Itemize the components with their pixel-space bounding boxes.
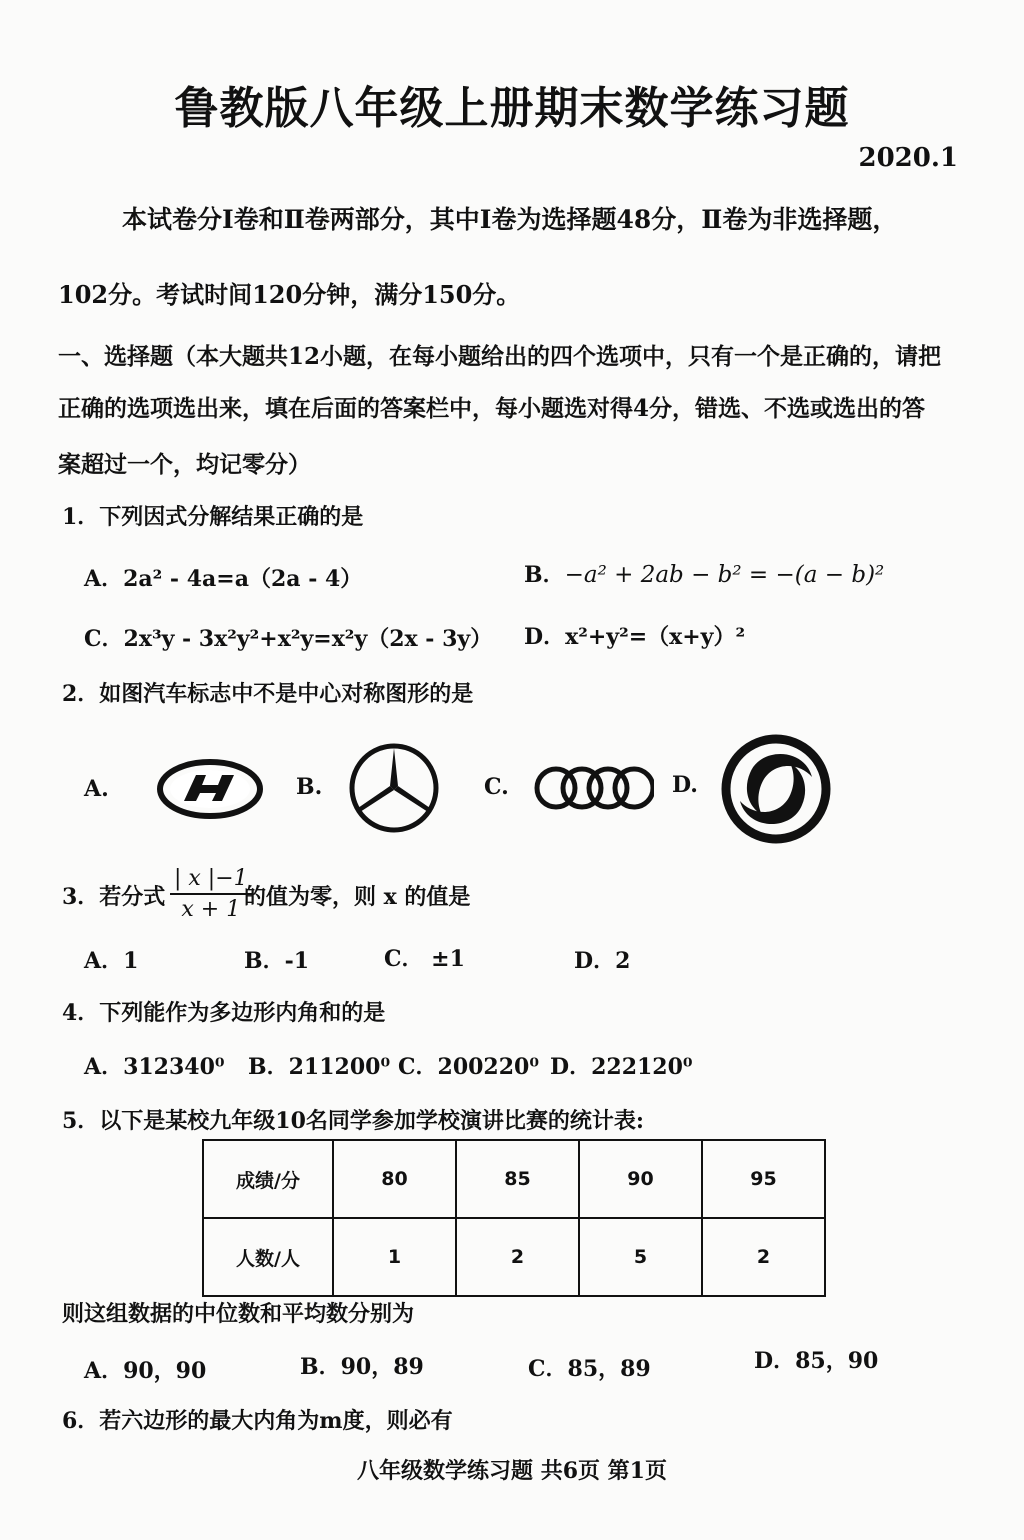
question-3-option-c: C． ±1 <box>384 946 465 972</box>
intro-line-2: 102分。考试时间120分钟，满分150分。 <box>58 280 521 309</box>
question-2-option-a-label: A. <box>84 776 109 802</box>
mercedes-logo-icon <box>346 740 442 836</box>
exam-date: 2020.1 <box>858 143 958 173</box>
question-5-option-b: B．90，89 <box>300 1354 424 1380</box>
page-title: 鲁教版八年级上册期末数学练习题 <box>174 83 850 134</box>
question-3-stem-prefix: 3．若分式 <box>62 884 166 910</box>
question-2-option-c-label: C. <box>484 774 509 800</box>
table-cell: 95 <box>702 1140 825 1218</box>
table-cell: 2 <box>456 1218 579 1296</box>
score-statistics-table <box>202 1139 826 1297</box>
question-3-option-a: A．1 <box>84 948 139 974</box>
section-1-line-2: 正确的选项选出来，填在后面的答案栏中，每小题选对得4分，错选、不选或选出的答 <box>58 395 926 422</box>
table-row <box>203 1140 825 1218</box>
question-5-option-a: A．90，90 <box>84 1358 207 1384</box>
question-1-option-d: D．x²+y²=（x+y）² <box>524 624 746 650</box>
question-4-option-c: C．200220⁰ <box>398 1054 539 1080</box>
fraction-numerator: | x |−1 <box>170 866 252 895</box>
table-cell: 85 <box>456 1140 579 1218</box>
intro-line-1: 本试卷分Ⅰ卷和Ⅱ卷两部分，其中Ⅰ卷为选择题48分，Ⅱ卷为非选择题， <box>122 205 898 234</box>
page-footer: 八年级数学练习题 共6页 第1页 <box>357 1458 667 1484</box>
question-3-option-d: D．2 <box>574 948 631 974</box>
section-1-line-3: 案超过一个，均记零分） <box>58 451 311 478</box>
table-cell: 2 <box>702 1218 825 1296</box>
question-4-option-b: B．211200⁰ <box>248 1054 391 1080</box>
table-cell: 1 <box>333 1218 456 1296</box>
question-5-stem: 5．以下是某校九年级10名同学参加学校演讲比赛的统计表: <box>62 1108 645 1134</box>
question-2-option-d-label: D. <box>672 772 698 798</box>
question-5-option-d: D．85，90 <box>754 1348 879 1374</box>
question-2-option-b-label: B. <box>296 774 323 800</box>
question-1-stem: 1．下列因式分解结果正确的是 <box>62 504 364 530</box>
question-1-option-a: A．2a² - 4a=a（2a - 4） <box>84 566 363 592</box>
question-6-stem: 6．若六边形的最大内角为m度，则必有 <box>62 1408 453 1434</box>
question-3-stem-suffix: 的值为零，则 x 的值是 <box>244 884 471 910</box>
table-row <box>203 1218 825 1296</box>
dongfeng-logo-icon <box>720 733 832 845</box>
table-cell: 80 <box>333 1140 456 1218</box>
table-cell: 90 <box>579 1140 702 1218</box>
table-cell: 人数/人 <box>203 1218 333 1296</box>
hyundai-logo-icon <box>156 757 264 821</box>
question-4-option-d: D．222120⁰ <box>550 1054 693 1080</box>
question-3-fraction <box>170 866 252 922</box>
fraction-denominator: x + 1 <box>181 897 241 922</box>
question-2-stem: 2．如图汽车标志中不是中心对称图形的是 <box>62 681 474 707</box>
audi-logo-icon <box>534 762 654 814</box>
table-cell: 5 <box>579 1218 702 1296</box>
question-1-option-b: B．−a² + 2ab − b² = −(a − b)² <box>524 562 885 588</box>
question-4-option-a: A．312340⁰ <box>84 1054 225 1080</box>
question-5-followup: 则这组数据的中位数和平均数分别为 <box>62 1301 415 1327</box>
question-1-option-c: C．2x³y - 3x²y²+x²y=x²y（2x - 3y） <box>84 626 493 652</box>
table-cell: 成绩/分 <box>203 1140 333 1218</box>
question-4-stem: 4．下列能作为多边形内角和的是 <box>62 1000 386 1026</box>
question-5-option-c: C．85，89 <box>528 1356 651 1382</box>
question-3-option-b: B．-1 <box>244 948 310 974</box>
section-1-line-1: 一、选择题（本大题共12小题，在每小题给出的四个选项中，只有一个是正确的，请把 <box>58 343 942 370</box>
